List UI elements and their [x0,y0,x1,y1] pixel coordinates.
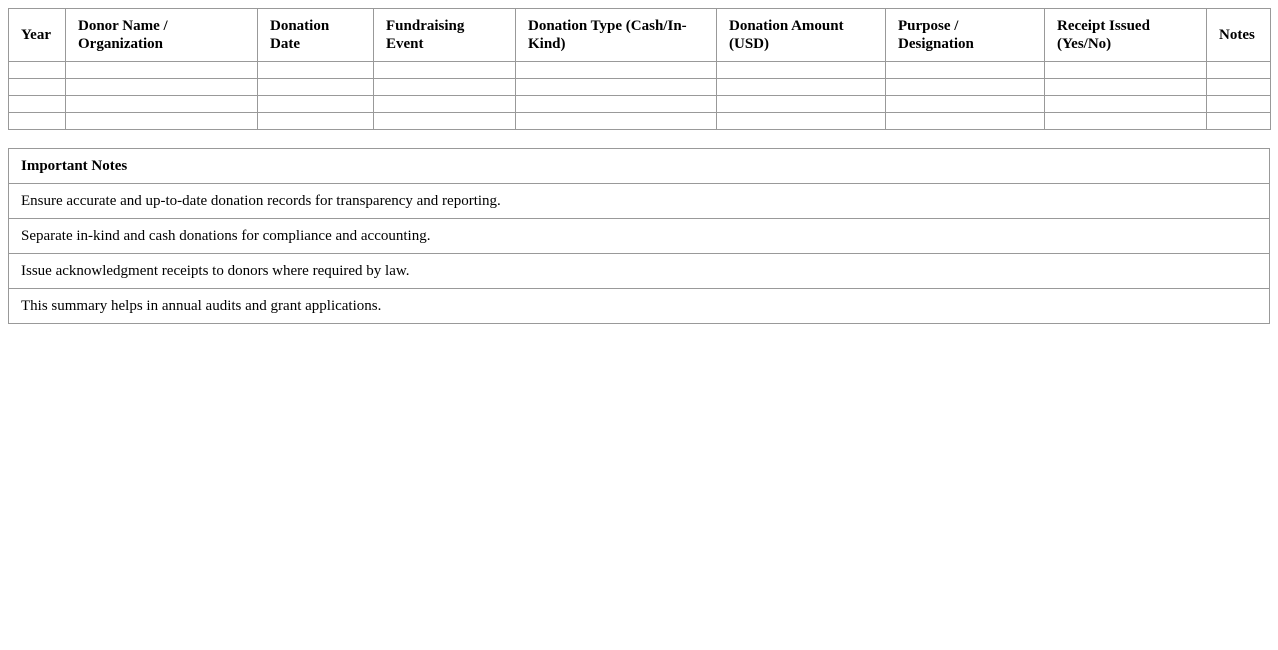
important-notes-table [8,148,1270,324]
table-cell[interactable] [717,62,886,79]
table-cell[interactable] [66,62,258,79]
notes-title: Important Notes [9,149,1270,184]
document [8,8,1270,324]
list-item [9,184,1270,219]
table-cell[interactable] [1207,79,1271,96]
column-header-year: Year [9,9,66,62]
column-header-receipt-issued: Receipt Issued (Yes/No) [1045,9,1207,62]
note-text: This summary helps in annual audits and grant applications. [9,289,1270,324]
list-item [9,219,1270,254]
table-row [9,96,1271,113]
column-header-fundraising-event: Fundraising Event [374,9,516,62]
table-cell[interactable] [1045,62,1207,79]
table-cell[interactable] [1207,113,1271,130]
table-cell[interactable] [886,79,1045,96]
table-cell[interactable] [258,79,374,96]
table-cell[interactable] [66,113,258,130]
table-cell[interactable] [1045,96,1207,113]
table-cell[interactable] [1045,113,1207,130]
column-header-donor-name: Donor Name / Organization [66,9,258,62]
table-cell[interactable] [516,113,717,130]
table-cell[interactable] [258,62,374,79]
table-cell[interactable] [886,96,1045,113]
table-cell[interactable] [516,62,717,79]
table-row [9,79,1271,96]
table-row [9,62,1271,79]
column-header-donation-amount: Donation Amount (USD) [717,9,886,62]
column-header-donation-date: Donation Date [258,9,374,62]
list-item [9,254,1270,289]
table-cell[interactable] [66,96,258,113]
table-cell[interactable] [258,113,374,130]
table-cell[interactable] [66,79,258,96]
table-cell[interactable] [374,62,516,79]
notes-header-row [9,149,1270,184]
table-cell[interactable] [717,113,886,130]
table-row [9,113,1271,130]
list-item [9,289,1270,324]
table-cell[interactable] [374,79,516,96]
table-cell[interactable] [717,79,886,96]
table-cell[interactable] [886,113,1045,130]
column-header-purpose: Purpose / Designation [886,9,1045,62]
table-header-row [9,9,1271,62]
table-cell[interactable] [9,96,66,113]
column-header-notes: Notes [1207,9,1271,62]
table-cell[interactable] [516,79,717,96]
note-text: Issue acknowledgment receipts to donors where required by law. [9,254,1270,289]
table-cell[interactable] [1207,96,1271,113]
table-cell[interactable] [886,62,1045,79]
table-cell[interactable] [9,79,66,96]
table-cell[interactable] [1207,62,1271,79]
table-cell[interactable] [9,113,66,130]
donations-table [8,8,1271,130]
table-cell[interactable] [516,96,717,113]
table-cell[interactable] [374,96,516,113]
table-cell[interactable] [9,62,66,79]
column-header-donation-type: Donation Type (Cash/In-Kind) [516,9,717,62]
table-cell[interactable] [1045,79,1207,96]
table-cell[interactable] [258,96,374,113]
table-cell[interactable] [374,113,516,130]
note-text: Ensure accurate and up-to-date donation records for transparency and reporting. [9,184,1270,219]
table-cell[interactable] [717,96,886,113]
note-text: Separate in-kind and cash donations for compliance and accounting. [9,219,1270,254]
